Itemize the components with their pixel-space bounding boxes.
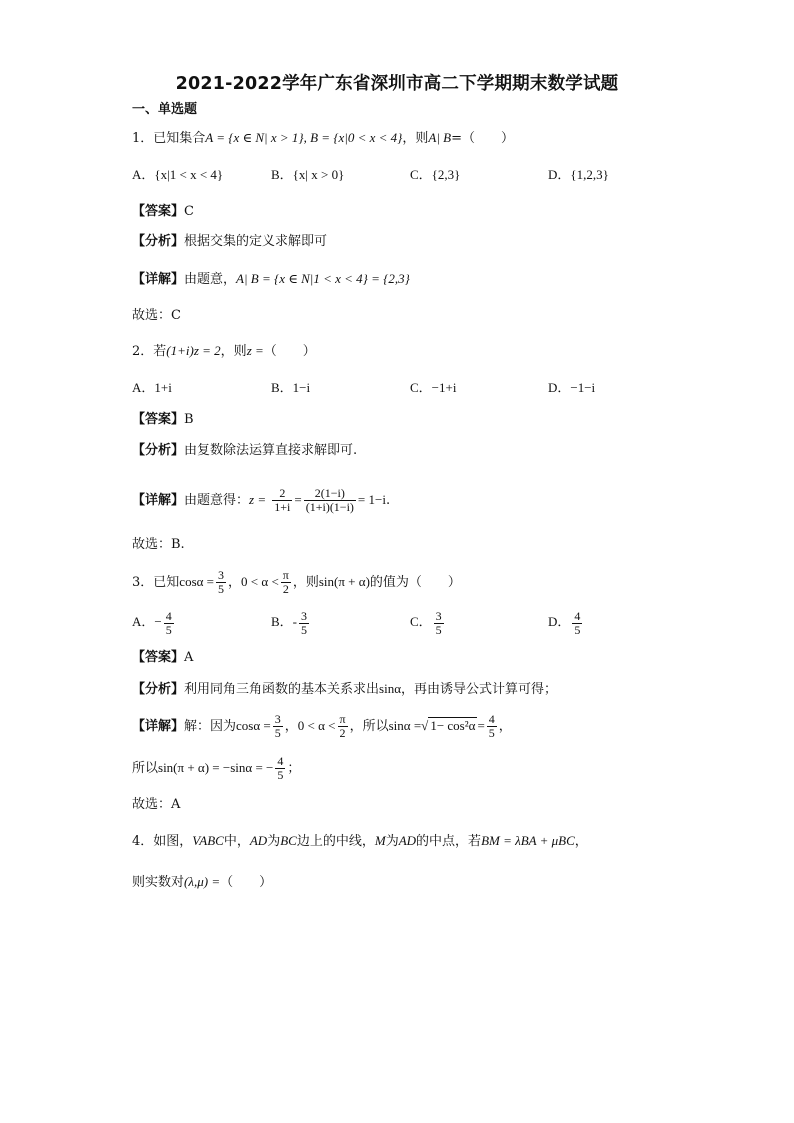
q3-stem-math-2: sin(π + α): [318, 574, 370, 589]
detail-text: 由题意得：: [184, 493, 250, 508]
q3-detail: [132, 710, 512, 743]
fraction: [299, 610, 309, 637]
q4-stem-text-7: ，: [574, 834, 588, 849]
detail-text: 解：因为: [184, 719, 237, 734]
option-label: D．: [548, 167, 571, 182]
q2-option-c: [410, 378, 456, 398]
fraction-numerator: 3: [274, 712, 281, 726]
detail-math: sin(π + α) = −sinα = −: [158, 760, 274, 775]
q4-math-pair: (λ,μ) =: [184, 874, 221, 889]
analysis-tag: 【分析】: [132, 234, 185, 249]
option-sign: −: [154, 614, 162, 629]
analysis-text: 由复数除法运算直接求解即可.: [184, 443, 358, 458]
detail-math-result: = 1−i: [357, 492, 386, 507]
detail-math: A| B = {x ∈ N|1 < x < 4} = {2,3}: [236, 271, 410, 286]
q1-option-d: [548, 165, 609, 185]
fraction-numerator: 3: [435, 608, 442, 623]
q4-stem-text-9: （ ）: [220, 875, 273, 890]
fraction-numerator: 4: [277, 754, 284, 768]
detail-text-2: ，所以: [349, 719, 389, 734]
option-text: {1,2,3}: [570, 167, 609, 182]
answer-tag: 【答案】: [132, 650, 185, 665]
fraction-denominator: 5: [277, 768, 284, 782]
fraction-denominator: (1+i)(1−i): [305, 500, 354, 514]
option-label: B．: [271, 380, 293, 395]
answer-value: B: [184, 412, 194, 427]
fraction-denominator: 5: [301, 622, 308, 637]
detail-text-end: ；: [287, 761, 301, 776]
q4-math-triangle: VABC: [192, 833, 224, 848]
q2-stem-text-3: （ ）: [263, 344, 316, 359]
detail-math: z =: [249, 492, 267, 507]
option-label: C．: [410, 380, 432, 395]
q3-stem-math: cosα =: [179, 574, 215, 589]
fraction-numerator: π: [339, 712, 346, 726]
fraction-denominator: 2: [339, 726, 346, 740]
option-label: B．: [271, 614, 293, 629]
q4-stem-text-8: 则实数对: [132, 875, 185, 890]
q4-stem-text-2: 中，: [223, 834, 250, 849]
q1-option-b: [271, 165, 344, 185]
fraction: [216, 569, 226, 596]
q1-stem-math-2: A| B: [428, 130, 452, 145]
fraction-denominator: 5: [218, 582, 225, 596]
answer-value: A: [184, 650, 194, 665]
q3-detail-2: [132, 752, 300, 785]
q4-stem: [132, 831, 588, 852]
detail-range: 0 < α <: [297, 718, 336, 733]
fraction-numerator: π: [282, 568, 289, 582]
q1-analysis: [132, 232, 327, 252]
fraction-numerator: 4: [488, 712, 495, 726]
q1-conclusion: 故选：C: [132, 308, 181, 323]
analysis-math: sinα: [379, 681, 402, 696]
fraction-numerator: 2(1−i): [314, 486, 345, 500]
detail-text: 由题意，: [184, 272, 237, 287]
fraction-numerator: 4: [574, 608, 581, 623]
fraction-denominator: 5: [435, 622, 442, 637]
q2-conclusion: 故选：B.: [132, 537, 185, 552]
q3-option-a: [132, 606, 176, 638]
fraction-numerator: 4: [165, 608, 172, 623]
option-text: −1+i: [431, 380, 457, 395]
q1-detail: [132, 269, 410, 290]
q1-stem-text-3: =（ ）: [451, 131, 515, 146]
q3-option-c: [410, 606, 446, 638]
q3-number: 3．: [132, 575, 154, 590]
q3-option-b: [271, 606, 311, 638]
q2-option-d: [548, 378, 595, 398]
q4-stem-text-3: 为: [267, 834, 281, 849]
analysis-text: 利用同角三角函数的基本关系求出: [184, 682, 380, 697]
q3-stem: [132, 566, 461, 599]
q2-analysis: [132, 441, 357, 461]
detail-math-2: sinα =: [388, 718, 422, 733]
fraction: [304, 487, 356, 514]
fraction: [487, 713, 497, 740]
option-label: C．: [410, 167, 432, 182]
q4-stem-text: 如图，: [153, 834, 193, 849]
q3-stem-text: 已知: [153, 575, 180, 590]
section-heading: 一、单选题: [132, 102, 198, 117]
option-label: A．: [132, 167, 155, 182]
option-text: {2,3}: [431, 167, 461, 182]
fraction-denominator: 2: [282, 582, 289, 596]
q3-analysis: [132, 679, 557, 700]
option-text: 1+i: [154, 380, 172, 395]
fraction-numerator: 3: [301, 608, 308, 623]
fraction: [434, 610, 444, 637]
fraction: [273, 713, 283, 740]
detail-text-end: ，: [498, 719, 512, 734]
option-label: B．: [271, 167, 293, 182]
q3-stem-sep: ，: [228, 575, 242, 590]
q4-math-m: M: [374, 833, 386, 848]
q2-stem-math-2: z =: [246, 343, 264, 358]
q1-stem-text-2: ，则: [402, 131, 429, 146]
detail-math: cosα =: [236, 718, 271, 733]
option-text: {x|1 < x < 4}: [154, 167, 224, 182]
detail-tag: 【详解】: [132, 493, 185, 508]
page-title: 2021-2022学年广东省深圳市高二下学期期末数学试题: [175, 74, 619, 94]
q4-math-ad: AD: [249, 833, 268, 848]
option-label: D．: [548, 380, 571, 395]
q4-math-vector: BM = λBA + μBC: [481, 833, 575, 848]
q2-answer: [132, 410, 194, 430]
q4-stem-2: [132, 872, 272, 893]
fraction-denominator: 5: [274, 726, 281, 740]
q1-stem-text: 已知集合: [153, 131, 206, 146]
option-sign: -: [292, 614, 298, 629]
sqrt-sign: √: [421, 718, 429, 733]
analysis-text-2: ，再由诱导公式计算可得；: [401, 682, 558, 697]
q4-number: 4．: [132, 834, 154, 849]
q1-stem: [132, 128, 514, 149]
q3-answer: [132, 648, 193, 668]
option-label: A．: [132, 380, 155, 395]
analysis-tag: 【分析】: [132, 682, 185, 697]
fraction: [338, 713, 348, 740]
fraction: [275, 755, 285, 782]
option-label: C．: [410, 614, 432, 629]
fraction-denominator: 5: [574, 622, 581, 637]
q2-option-b: [271, 378, 310, 398]
fraction-numerator: 3: [218, 568, 225, 582]
fraction-numerator: 2: [279, 486, 286, 500]
answer-value: C: [184, 204, 194, 219]
answer-tag: 【答案】: [132, 204, 185, 219]
q3-stem-range: 0 < α <: [241, 574, 279, 589]
q4-stem-text-4: 边上的中线，: [296, 834, 375, 849]
sqrt-radicand: 1− cos²α: [430, 718, 476, 733]
q2-option-a: [132, 378, 172, 398]
analysis-tag: 【分析】: [132, 443, 185, 458]
q1-option-a: [132, 165, 223, 185]
detail-sep: ，: [284, 719, 298, 734]
fraction: [281, 569, 291, 596]
q2-detail: 【详解】由题意得：z = $\frac{2}{1+i}$ = $\frac{2(1-i)}{(1+i)(1-i)}$ = 1−i.: [132, 486, 391, 514]
q3-conclusion: 故选：A: [132, 797, 181, 812]
option-text: −1−i: [570, 380, 596, 395]
answer-tag: 【答案】: [132, 412, 185, 427]
q1-answer: [132, 202, 194, 222]
q4-math-ad-2: AD: [398, 833, 417, 848]
fraction: [164, 610, 174, 637]
fraction-denominator: 5: [165, 622, 172, 637]
q2-stem-text-2: ，则: [220, 344, 247, 359]
option-label: A．: [132, 614, 155, 629]
fraction-denominator: 1+i: [274, 500, 291, 514]
option-text: 1−i: [292, 380, 311, 395]
q3-option-d: [548, 606, 584, 638]
analysis-text: 根据交集的定义求解即可: [184, 234, 328, 249]
q2-stem-text: 若: [153, 344, 167, 359]
option-label: D．: [548, 614, 571, 629]
q2-number: 2．: [132, 344, 154, 359]
detail-tag: 【详解】: [132, 272, 185, 287]
q1-number: 1．: [132, 131, 154, 146]
fraction: [272, 487, 292, 514]
option-text: {x| x > 0}: [292, 167, 345, 182]
q4-stem-text-5: 为: [385, 834, 399, 849]
q4-math-bc: BC: [280, 833, 297, 848]
detail-text: 所以: [132, 761, 159, 776]
detail-tag: 【详解】: [132, 719, 185, 734]
fraction-denominator: 5: [488, 726, 495, 740]
detail-eq: =: [477, 718, 485, 733]
q1-stem-math: A = {x ∈ N| x > 1}, B = {x|0 < x < 4}: [205, 130, 403, 145]
q3-stem-text-2: ，则: [292, 575, 319, 590]
q1-option-c: [410, 165, 460, 185]
q4-stem-text-6: 的中点，若: [416, 834, 482, 849]
fraction: [572, 610, 582, 637]
detail-text-end: .: [385, 493, 391, 508]
q2-stem: [132, 341, 316, 362]
q3-stem-text-3: 的值为（ ）: [369, 575, 461, 590]
q2-stem-math: (1+i)z = 2: [166, 343, 221, 358]
